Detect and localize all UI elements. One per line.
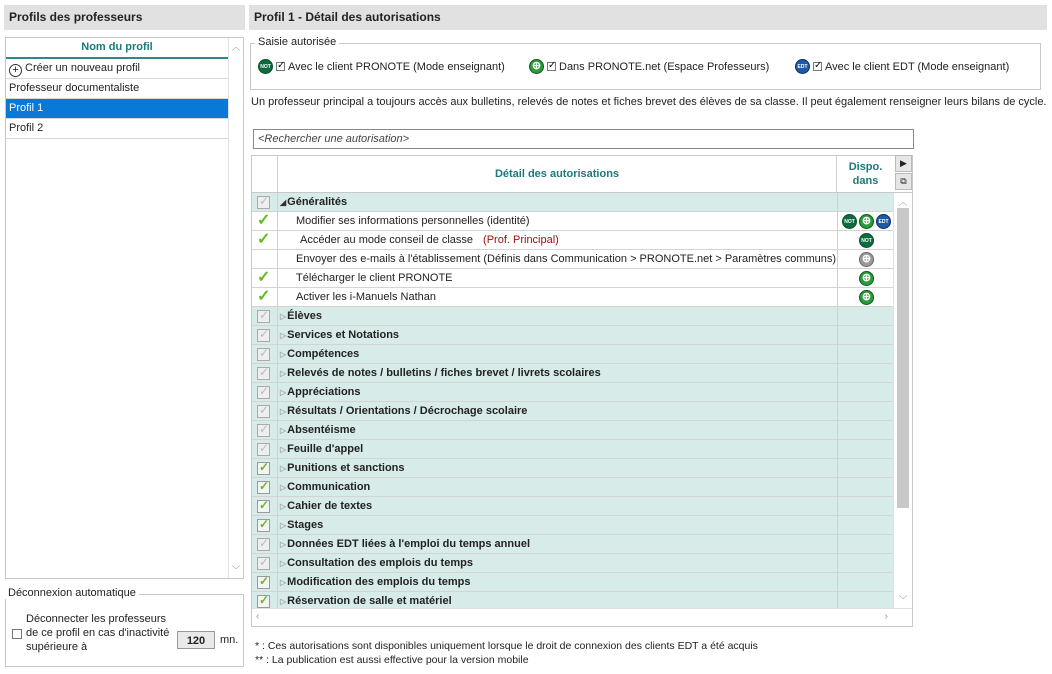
category-checkbox[interactable] xyxy=(257,386,270,399)
dispo-cell xyxy=(837,307,895,325)
edt-client-icon: EDT xyxy=(795,59,810,74)
pronote-client-icon: NOT xyxy=(859,233,874,248)
category-checkbox[interactable] xyxy=(257,196,270,209)
dispo-cell xyxy=(837,421,895,439)
client-pronote-label: Avec le client PRONOTE (Mode enseignant) xyxy=(288,60,505,73)
row-check-cell[interactable] xyxy=(252,193,278,211)
expand-triangle-icon[interactable]: ▷ xyxy=(280,445,287,454)
category-label xyxy=(280,345,359,363)
client-pronote-net-checkbox[interactable] xyxy=(547,62,556,71)
collapse-triangle-icon[interactable]: ◢ xyxy=(280,198,287,207)
category-checkbox[interactable] xyxy=(257,329,270,342)
expand-triangle-icon[interactable]: ▷ xyxy=(280,597,287,606)
row-text: Consultation des emplois du temps xyxy=(287,557,473,569)
category-row[interactable] xyxy=(252,326,893,345)
row-text: Appréciations xyxy=(287,386,361,398)
row-check-cell[interactable] xyxy=(252,516,278,534)
category-label xyxy=(280,421,356,439)
profile-item-professeur-documentaliste[interactable]: Professeur documentaliste xyxy=(6,79,228,99)
row-check-cell[interactable] xyxy=(252,231,278,249)
grid-header xyxy=(252,156,912,193)
category-checkbox[interactable] xyxy=(257,367,270,380)
deconnexion-legend: Déconnexion automatique xyxy=(5,587,139,599)
category-checkbox[interactable] xyxy=(257,405,270,418)
category-label xyxy=(280,402,527,420)
row-check-cell[interactable] xyxy=(252,364,278,382)
row-check-cell[interactable] xyxy=(252,478,278,496)
globe-icon: ⊕ xyxy=(859,290,874,305)
client-pronote-net-label: Dans PRONOTE.net (Espace Professeurs) xyxy=(559,60,770,73)
category-label xyxy=(280,307,322,325)
dispo-cell xyxy=(837,402,895,420)
client-pronote-option[interactable] xyxy=(258,59,505,74)
category-label xyxy=(280,440,363,458)
dispo-cell xyxy=(837,554,895,572)
dispo-cell xyxy=(837,288,895,306)
category-checkbox[interactable] xyxy=(257,500,270,513)
header-dispo[interactable] xyxy=(837,156,894,192)
authorization-row[interactable] xyxy=(252,288,893,307)
category-row[interactable] xyxy=(252,535,893,554)
category-row[interactable] xyxy=(252,307,893,326)
category-row[interactable] xyxy=(252,364,893,383)
globe-grey-icon: ⊕ xyxy=(859,252,874,267)
row-check-cell[interactable] xyxy=(252,288,278,306)
category-checkbox[interactable] xyxy=(257,557,270,570)
dispo-cell xyxy=(837,516,895,534)
category-label xyxy=(280,383,361,401)
dispo-cell xyxy=(837,345,895,363)
dispo-cell xyxy=(837,573,895,591)
category-checkbox[interactable] xyxy=(257,595,270,608)
authorization-label xyxy=(296,269,453,287)
dispo-cell xyxy=(837,440,895,458)
deconnexion-group xyxy=(5,594,244,667)
category-row[interactable] xyxy=(252,193,893,212)
dispo-cell xyxy=(837,269,895,287)
category-checkbox[interactable] xyxy=(257,443,270,456)
authorization-row[interactable] xyxy=(252,231,893,250)
client-edt-label: Avec le client EDT (Mode enseignant) xyxy=(825,60,1010,73)
authorization-label xyxy=(300,231,559,249)
row-text: Élèves xyxy=(287,310,323,322)
row-check-cell[interactable] xyxy=(252,459,278,477)
authorization-row[interactable] xyxy=(252,212,893,231)
dispo-cell xyxy=(837,193,895,211)
profile-list-header[interactable]: Nom du profil xyxy=(6,38,228,59)
category-row[interactable] xyxy=(252,459,893,478)
category-row[interactable] xyxy=(252,516,893,535)
deconnexion-checkbox[interactable] xyxy=(12,629,22,639)
prof-principal-note: (Prof. Principal) xyxy=(483,234,559,246)
globe-icon: ⊕ xyxy=(529,59,544,74)
row-text: Stages xyxy=(287,519,324,531)
grid-scroll-thumb[interactable] xyxy=(897,208,909,508)
copy-icon[interactable]: ⧉ xyxy=(895,173,912,190)
expand-triangle-icon[interactable]: ▷ xyxy=(280,521,287,530)
category-checkbox[interactable] xyxy=(257,538,270,551)
pronote-client-icon: NOT xyxy=(258,59,273,74)
row-text: Télécharger le client PRONOTE xyxy=(296,272,453,284)
header-dispo-line2: dans xyxy=(852,175,879,187)
scroll-right-icon[interactable]: › xyxy=(884,611,888,622)
category-row[interactable] xyxy=(252,573,893,592)
authorizations-grid xyxy=(251,155,913,627)
category-label xyxy=(280,364,601,382)
expand-triangle-icon[interactable]: ▷ xyxy=(280,559,287,568)
inactivity-minutes-input[interactable]: 120 xyxy=(177,631,215,649)
row-text: Données EDT liées à l'emploi du temps annuel xyxy=(287,538,530,550)
row-text: Services et Notations xyxy=(287,329,400,341)
row-check-cell[interactable] xyxy=(252,554,278,572)
authorization-row[interactable] xyxy=(252,250,893,269)
row-text: Punitions et sanctions xyxy=(287,462,405,474)
row-check-cell[interactable] xyxy=(252,250,278,268)
row-check-cell[interactable] xyxy=(252,573,278,591)
row-check-cell[interactable] xyxy=(252,440,278,458)
category-checkbox[interactable] xyxy=(257,481,270,494)
row-text: Envoyer des e-mails à l'établissement (Définis dans Communication > PRONOTE.net > Paramètres communs) xyxy=(296,253,837,265)
category-checkbox[interactable] xyxy=(257,348,270,361)
footnotes xyxy=(255,639,758,667)
checkmark-icon[interactable]: ✓ xyxy=(257,288,271,305)
detail-panel-title: Profil 1 - Détail des autorisations xyxy=(249,5,1047,30)
dispo-cell xyxy=(837,459,895,477)
info-text: Un professeur principal a toujours accès aux bulletins, relevés de notes et fiches brevet des élèves de sa classe. Il peut également renseigner leurs bilans de cycle. xyxy=(251,96,1047,108)
globe-icon: ⊕ xyxy=(859,214,874,229)
category-checkbox[interactable] xyxy=(257,462,270,475)
authorization-label xyxy=(296,250,836,268)
client-edt-checkbox[interactable] xyxy=(813,62,822,71)
category-checkbox[interactable] xyxy=(257,576,270,589)
dispo-cell xyxy=(837,364,895,382)
row-check-cell[interactable] xyxy=(252,326,278,344)
checkmark-icon[interactable]: ✓ xyxy=(257,231,271,248)
row-check-cell[interactable] xyxy=(252,307,278,325)
expand-triangle-icon[interactable]: ▷ xyxy=(280,426,287,435)
expand-triangle-icon[interactable]: ▷ xyxy=(280,388,287,397)
expand-triangle-icon[interactable]: ▷ xyxy=(280,578,287,587)
header-dispo-line1: Dispo. xyxy=(848,161,883,173)
row-check-cell[interactable] xyxy=(252,269,278,287)
row-check-cell[interactable] xyxy=(252,497,278,515)
dispo-cell xyxy=(837,250,895,268)
row-text: Réservation de salle et matériel xyxy=(287,595,452,607)
row-text: Feuille d'appel xyxy=(287,443,364,455)
expand-triangle-icon[interactable]: ▷ xyxy=(280,312,287,321)
row-text: Modification des emplois du temps xyxy=(287,576,471,588)
expand-triangle-icon[interactable]: ▷ xyxy=(280,540,287,549)
category-row[interactable] xyxy=(252,478,893,497)
checkmark-icon[interactable]: ✓ xyxy=(257,212,271,229)
category-row[interactable] xyxy=(252,421,893,440)
category-row[interactable] xyxy=(252,554,893,573)
scroll-down-icon[interactable]: ﹀ xyxy=(898,595,908,605)
row-text: Communication xyxy=(287,481,371,493)
category-checkbox[interactable] xyxy=(257,519,270,532)
row-check-cell[interactable] xyxy=(252,383,278,401)
edt-client-icon: EDT xyxy=(876,214,891,229)
row-text: Relevés de notes / bulletins / fiches brevet / livrets scolaires xyxy=(287,367,601,379)
row-check-cell[interactable] xyxy=(252,421,278,439)
category-row[interactable] xyxy=(252,402,893,421)
dispo-cell xyxy=(837,212,895,230)
category-row[interactable] xyxy=(252,383,893,402)
category-checkbox[interactable] xyxy=(257,424,270,437)
category-label xyxy=(280,326,399,344)
scroll-up-icon[interactable]: ︿ xyxy=(231,42,241,52)
category-label xyxy=(280,554,473,572)
category-label xyxy=(280,478,370,496)
authorization-label xyxy=(296,288,436,306)
category-label xyxy=(280,497,372,515)
footnote-2: ** : La publication est aussi effective pour la version mobile xyxy=(255,654,529,666)
category-label xyxy=(280,535,530,553)
row-check-cell[interactable] xyxy=(252,535,278,553)
footnote-1: * : Ces autorisations sont disponibles uniquement lorsque le droit de connexion des clients EDT a été acquis xyxy=(255,640,758,652)
expand-triangle-icon[interactable]: ▷ xyxy=(280,331,287,340)
minutes-unit: mn. xyxy=(220,634,239,646)
row-text: Compétences xyxy=(287,348,360,360)
authorization-label xyxy=(296,212,530,230)
row-text: Accéder au mode conseil de classe xyxy=(300,234,474,246)
scroll-up-icon[interactable]: ︿ xyxy=(898,197,908,207)
expand-triangle-icon[interactable]: ▷ xyxy=(280,502,287,511)
dispo-cell xyxy=(837,231,895,249)
category-label xyxy=(280,573,471,591)
expand-triangle-icon[interactable]: ▷ xyxy=(280,407,287,416)
authorization-row[interactable] xyxy=(252,269,893,288)
create-profile-label: Créer un nouveau profil xyxy=(25,62,140,74)
expand-triangle-icon[interactable]: ▷ xyxy=(280,483,287,492)
category-row[interactable] xyxy=(252,440,893,459)
dispo-cell xyxy=(837,478,895,496)
category-label xyxy=(280,193,347,211)
header-detail[interactable]: Détail des autorisations xyxy=(278,156,837,192)
saisie-autorisee-legend: Saisie autorisée xyxy=(255,36,339,48)
scroll-down-icon[interactable]: ﹀ xyxy=(231,565,241,575)
profile-item-profil-2[interactable]: Profil 2 xyxy=(6,119,228,139)
client-edt-option[interactable] xyxy=(795,59,1009,74)
row-text: Modifier ses informations personnelles (identité) xyxy=(296,215,530,227)
row-check-cell[interactable] xyxy=(252,345,278,363)
profile-item-profil-1[interactable]: Profil 1 xyxy=(6,99,228,119)
expand-triangle-icon[interactable]: ▷ xyxy=(280,464,287,473)
row-text: Cahier de textes xyxy=(287,500,373,512)
client-pronote-checkbox[interactable] xyxy=(276,62,285,71)
category-row[interactable] xyxy=(252,497,893,516)
expand-triangle-icon[interactable]: ▷ xyxy=(280,350,287,359)
create-profile-button[interactable] xyxy=(6,59,228,79)
profile-list xyxy=(5,37,244,579)
plus-icon: + xyxy=(9,64,22,77)
scroll-left-icon[interactable]: ‹ xyxy=(256,611,260,622)
expand-arrow-icon[interactable]: ▶ xyxy=(895,155,912,172)
pronote-client-icon: NOT xyxy=(842,214,857,229)
row-text: Absentéisme xyxy=(287,424,356,436)
dispo-cell xyxy=(837,535,895,553)
category-checkbox[interactable] xyxy=(257,310,270,323)
search-authorization-input[interactable]: <Rechercher une autorisation> xyxy=(253,129,914,149)
row-text: Généralités xyxy=(287,196,348,208)
category-label xyxy=(280,516,323,534)
row-check-cell[interactable] xyxy=(252,212,278,230)
row-text: Résultats / Orientations / Décrochage scolaire xyxy=(287,405,528,417)
header-check-column xyxy=(252,156,278,192)
expand-triangle-icon[interactable]: ▷ xyxy=(280,369,287,378)
dispo-cell xyxy=(837,326,895,344)
category-label xyxy=(280,459,405,477)
grid-vertical-scrollbar[interactable] xyxy=(893,193,912,608)
row-check-cell[interactable] xyxy=(252,402,278,420)
dispo-cell xyxy=(837,497,895,515)
row-text: Activer les i-Manuels Nathan xyxy=(296,291,437,303)
grid-horizontal-scrollbar[interactable] xyxy=(252,608,912,626)
dispo-cell xyxy=(837,383,895,401)
category-row[interactable] xyxy=(252,345,893,364)
client-pronote-net-option[interactable] xyxy=(529,59,769,74)
checkmark-icon[interactable]: ✓ xyxy=(257,269,271,286)
deconnexion-text: Déconnecter les professeurs de ce profil en cas d'inactivité supérieure à xyxy=(26,613,170,653)
profile-list-scrollbar[interactable] xyxy=(228,38,243,578)
globe-icon: ⊕ xyxy=(859,271,874,286)
profiles-panel-title: Profils des professeurs xyxy=(4,5,245,30)
